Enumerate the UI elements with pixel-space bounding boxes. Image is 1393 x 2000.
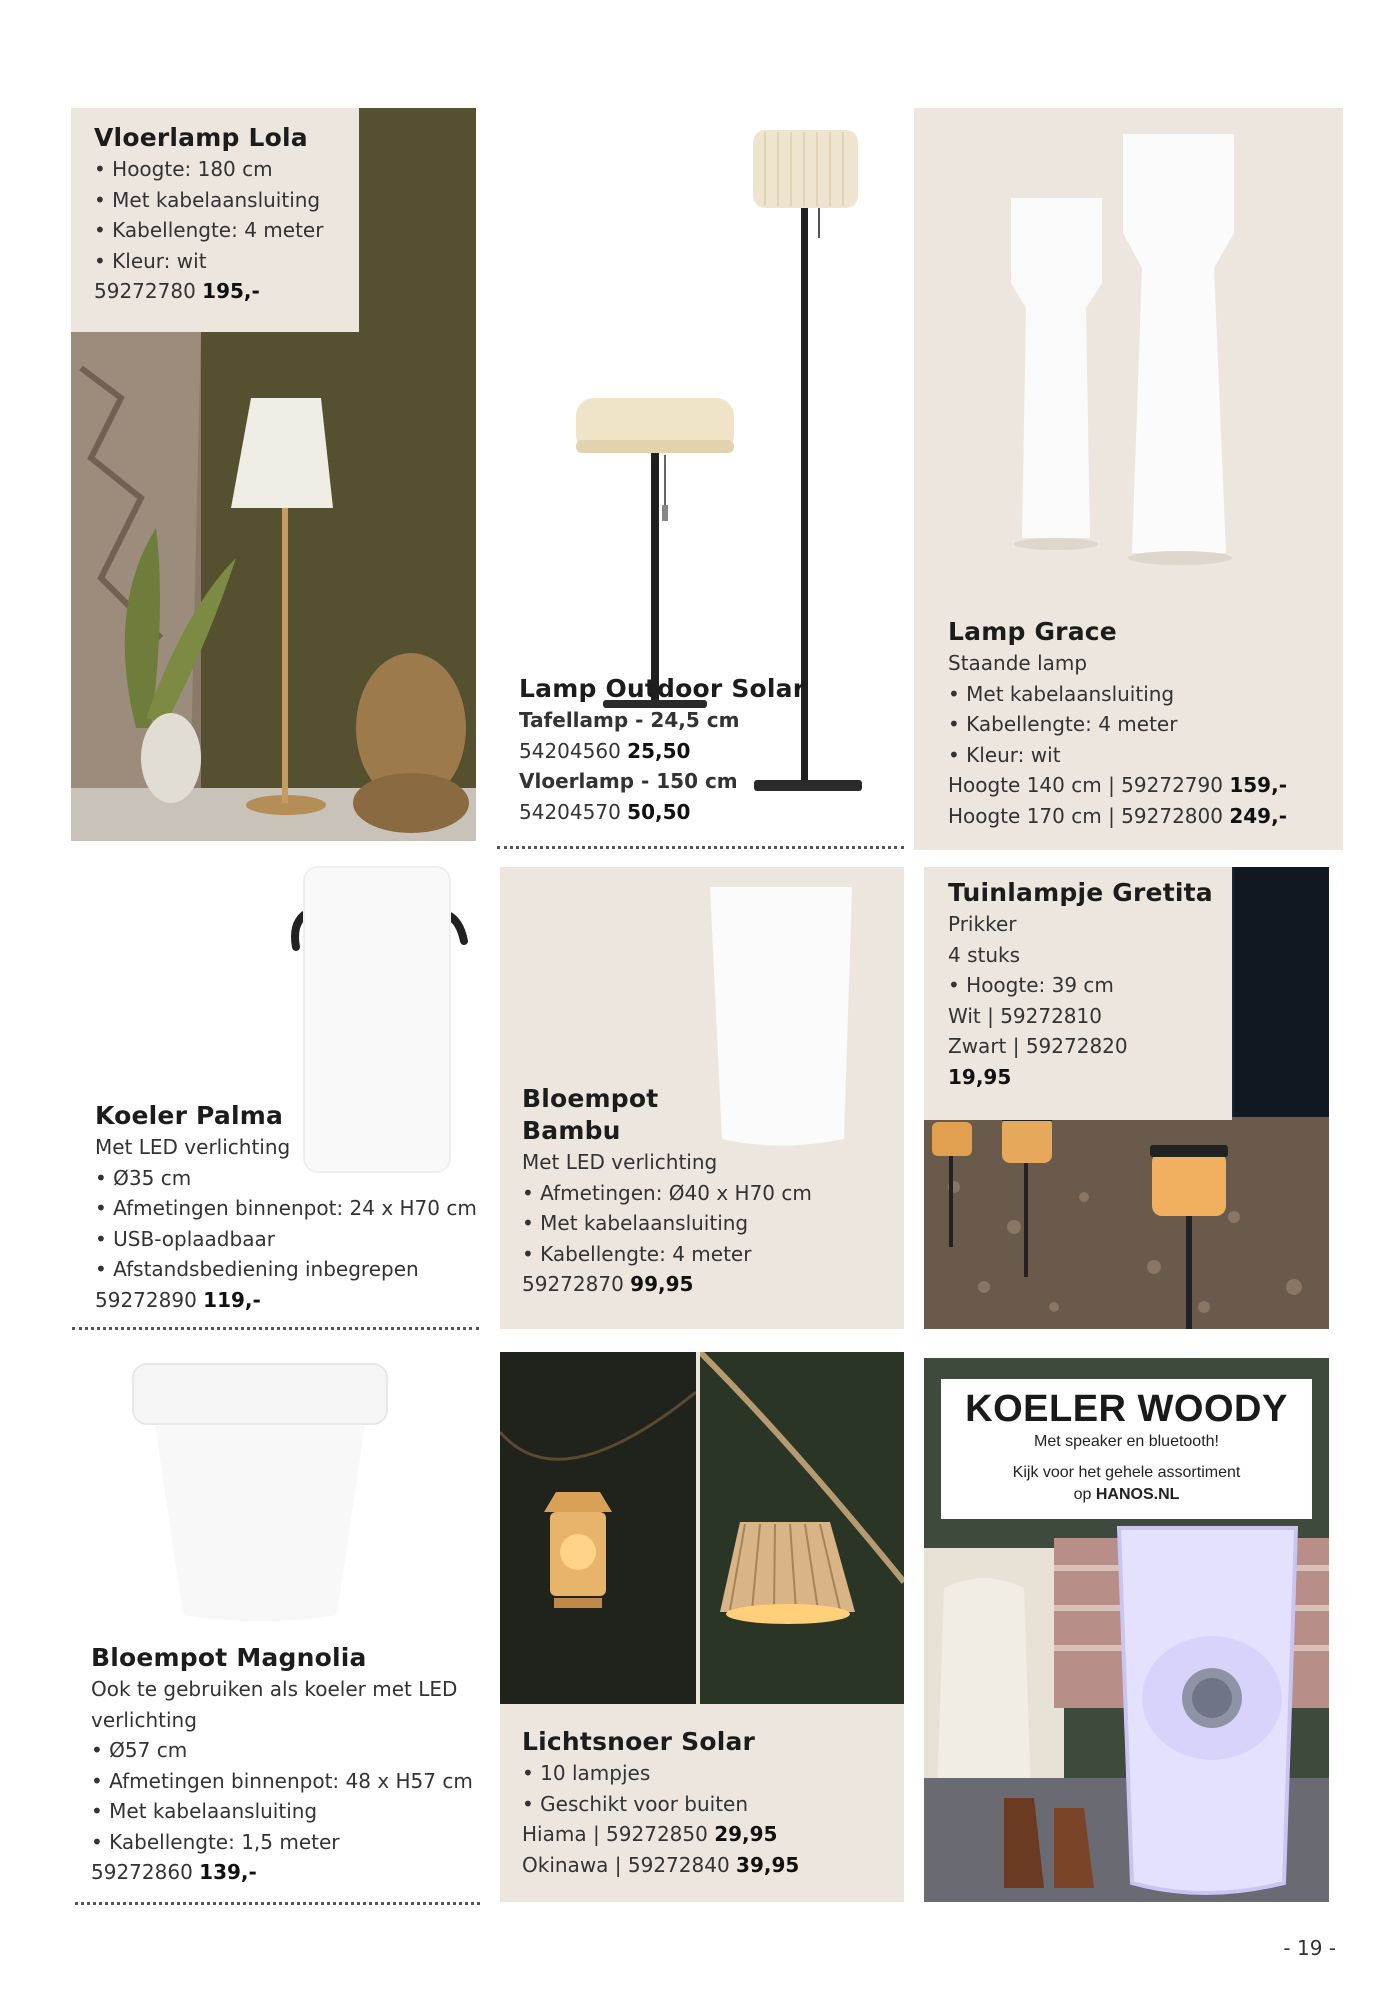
divider <box>75 1902 480 1905</box>
product-title: Bloempot <box>522 1084 659 1113</box>
lichtsnoer-photo-okinawa <box>700 1352 904 1704</box>
spec-line: Met LED verlichting <box>95 1135 291 1159</box>
page-number: - 19 - <box>1283 1936 1336 1960</box>
promo-subtitle: Met speaker en bluetooth! <box>1033 1433 1219 1450</box>
price: 50,50 <box>627 799 691 824</box>
product-title: Vloerlamp Lola <box>94 123 308 152</box>
gretita-info-box <box>924 867 1232 1120</box>
spec-line: • Kleur: wit <box>948 742 1061 767</box>
spec-line: • Kleur: wit <box>94 248 207 273</box>
spec-line: • Kabellengte: 4 meter <box>522 1241 752 1266</box>
price: 195,- <box>202 279 260 303</box>
price-line <box>94 276 359 307</box>
lichtsnoer-info <box>522 1726 892 1880</box>
spec-line: • 10 lampjes <box>522 1761 651 1785</box>
article-code: 59272780 <box>94 279 196 303</box>
article-code: 54204570 <box>519 799 621 824</box>
spec-line: Ook te gebruiken als koeler met LED <box>91 1677 458 1701</box>
subtitle: Staande lamp <box>948 651 1088 675</box>
price-line: Hiama | 59272850 29,95 <box>522 1822 778 1846</box>
grace-lamps-photo <box>914 108 1343 568</box>
product-title: Tuinlampje Gretita <box>948 878 1213 907</box>
divider <box>497 846 904 849</box>
grace-info <box>948 616 1338 831</box>
promo-title: KOELER WOODY <box>965 1388 1288 1430</box>
website-link[interactable]: HANOS.NL <box>1095 1486 1180 1503</box>
spec-line: 4 stuks <box>948 942 1021 967</box>
product-title: Koeler Palma <box>95 1101 284 1130</box>
spec-line: • Afmetingen binnenpot: 48 x H57 cm <box>91 1768 473 1793</box>
product-title: Lamp Grace <box>948 617 1117 646</box>
price: 29,95 <box>714 1822 778 1846</box>
price: 25,50 <box>627 738 691 763</box>
price-line <box>522 1269 892 1300</box>
price: 249,- <box>1229 803 1287 828</box>
spec-line: • Met kabelaansluiting <box>522 1211 749 1235</box>
spec-line: • Kabellengte: 4 meter <box>94 218 324 242</box>
promo-line: op HANOS.NL <box>1073 1486 1180 1503</box>
spec-line: • Ø35 cm <box>95 1165 192 1190</box>
spec-line: • Kabellengte: 1,5 meter <box>91 1829 340 1854</box>
price-line <box>948 1062 1232 1093</box>
spec-line: • Afmetingen binnenpot: 24 x H70 cm <box>95 1196 477 1220</box>
spec-line: • Hoogte: 39 cm <box>948 973 1114 997</box>
price-line: Hoogte 170 cm | 59272800 249,- <box>948 803 1287 828</box>
spec-line: verlichting <box>91 1707 197 1732</box>
magnolia-info <box>91 1642 491 1888</box>
article-code: 59272860 <box>91 1860 193 1884</box>
variant-label: Vloerlamp - 150 cm <box>519 769 738 793</box>
price: 139,- <box>199 1860 257 1884</box>
price-line <box>91 1857 491 1888</box>
price: 159,- <box>1229 773 1287 797</box>
price: 19,95 <box>948 1064 1012 1089</box>
article-code: 54204560 <box>519 738 621 763</box>
price-line: Okinawa | 59272840 39,95 <box>522 1852 800 1877</box>
product-title: Lamp Outdoor Solar <box>519 674 806 703</box>
promo-line: Kijk voor het gehele assortiment <box>1012 1464 1241 1481</box>
price-line <box>95 1285 485 1316</box>
lichtsnoer-photo-hiama <box>500 1352 696 1704</box>
price-line <box>519 736 819 767</box>
product-title-line2: Bambu <box>522 1116 621 1145</box>
magnolia-pot-photo <box>125 1360 395 1625</box>
variant-label: Tafellamp - 24,5 cm <box>519 708 740 732</box>
spec-line: • Met kabelaansluiting <box>91 1799 318 1823</box>
spec-line: • Afstandsbediening inbegrepen <box>95 1257 419 1281</box>
divider <box>72 1327 479 1330</box>
solar-info <box>519 673 819 827</box>
price: 99,95 <box>630 1272 694 1296</box>
spec-line: Prikker <box>948 912 1017 936</box>
spec-line: • Ø57 cm <box>91 1738 188 1762</box>
palma-info <box>95 1100 485 1315</box>
product-title: Bloempot Magnolia <box>91 1643 367 1672</box>
spec-line: • Hoogte: 180 cm <box>94 157 273 181</box>
article-code: 59272870 <box>522 1272 624 1296</box>
price-line <box>519 797 819 828</box>
product-title: Lichtsnoer Solar <box>522 1727 756 1756</box>
bambu-info <box>522 1083 892 1300</box>
spec-line: • Geschikt voor buiten <box>522 1791 749 1816</box>
price: 39,95 <box>736 1852 800 1877</box>
spec-line: Wit | 59272810 <box>948 1003 1102 1028</box>
spec-line: Met LED verlichting <box>522 1150 718 1174</box>
spec-line: • USB-oplaadbaar <box>95 1226 275 1251</box>
price-line: Hoogte 140 cm | 59272790 159,- <box>948 773 1287 797</box>
spec-line: Zwart | 59272820 <box>948 1034 1128 1058</box>
spec-line: • Met kabelaansluiting <box>94 187 321 212</box>
spec-line: • Kabellengte: 4 meter <box>948 712 1178 736</box>
price: 119,- <box>203 1287 261 1312</box>
spec-line: • Met kabelaansluiting <box>948 681 1175 706</box>
article-code: 59272890 <box>95 1287 197 1312</box>
spec-line: • Afmetingen: Ø40 x H70 cm <box>522 1180 812 1205</box>
lola-info-box <box>71 108 359 332</box>
woody-promo-box <box>941 1379 1312 1519</box>
